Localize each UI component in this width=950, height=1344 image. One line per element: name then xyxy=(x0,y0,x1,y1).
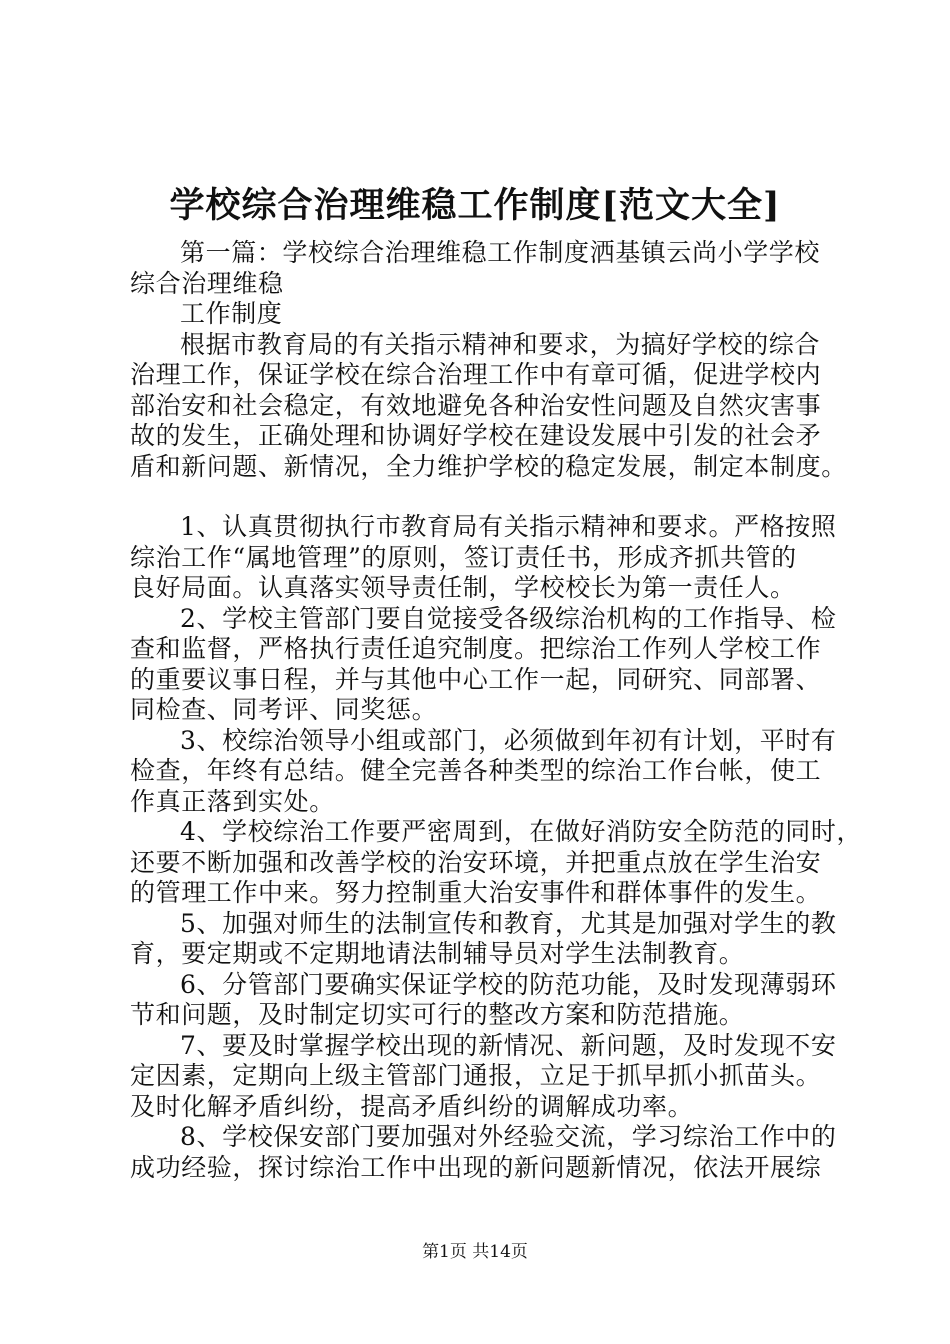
paragraph-line: 8、学校保安部门要加强对外经验交流，学习综治工作中的 xyxy=(180,1122,837,1151)
paragraph-line: 根据市教育局的有关指示精神和要求，为搞好学校的综合 xyxy=(180,329,821,359)
page-footer: 第1页 共14页 xyxy=(422,1242,528,1262)
paragraph-line: 定因素，定期向上级主管部门通报，立足于抓早抓小抓苗头。 xyxy=(130,1061,822,1090)
paragraph-line: 及时化解矛盾纠纷，提高矛盾纠纷的调解成功率。 xyxy=(130,1091,694,1121)
paragraph-line: 综治工作“属地管理”的原则，签订责任书，形成齐抓共管的 xyxy=(130,542,797,572)
paragraph-line: 7、要及时掌握学校出现的新情况、新问题，及时发现不安 xyxy=(180,1030,837,1060)
paragraph-line: 故的发生，正确处理和协调好学校在建设发展中引发的社会矛 xyxy=(130,421,822,450)
paragraph-line: 的管理工作中来。努力控制重大治安事件和群体事件的发生。 xyxy=(130,878,822,907)
paragraph-line: 4、学校综治工作要严密周到，在做好消防安全防范的同时， xyxy=(180,817,863,846)
paragraph-line: 6、分管部门要确实保证学校的防范功能，及时发现薄弱环 xyxy=(180,969,837,999)
paragraph-line: 2、学校主管部门要自觉接受各级综治机构的工作指导、检 xyxy=(180,603,837,633)
paragraph-line: 3、校综治领导小组或部门，必须做到年初有计划，平时有 xyxy=(180,725,837,755)
paragraph-line: 部治安和社会稳定，有效地避免各种治安性问题及自然灾害事 xyxy=(130,390,822,420)
paragraph-line: 1、认真贯彻执行市教育局有关指示精神和要求。严格按照 xyxy=(180,512,837,541)
paragraph-line: 作真正落到实处。 xyxy=(130,786,335,816)
paragraph-line: 第一篇：学校综合治理维稳工作制度洒基镇云尚小学学校 xyxy=(180,238,821,267)
paragraph-line: 同检查、同考评、同奖惩。 xyxy=(130,695,438,724)
paragraph-line: 还要不断加强和改善学校的治安环境，并把重点放在学生治安 xyxy=(130,847,822,877)
paragraph-line: 工作制度 xyxy=(180,299,283,328)
paragraph-line: 的重要议事日程，并与其他中心工作一起，同研究、同部署、 xyxy=(130,664,822,694)
paragraph-line: 综合治理维稳 xyxy=(130,268,284,298)
paragraph-line: 检查，年终有总结。健全完善各种类型的综治工作台帐，使工 xyxy=(130,756,822,785)
paragraph-line: 良好局面。认真落实领导责任制，学校校长为第一责任人。 xyxy=(130,573,796,602)
paragraph-line: 治理工作，保证学校在综合治理工作中有章可循，促进学校内 xyxy=(130,360,822,389)
paragraph-line: 节和问题，及时制定切实可行的整改方案和防范措施。 xyxy=(130,1000,745,1029)
paragraph-line: 查和监督，严格执行责任追究制度。把综治工作列人学校工作 xyxy=(130,634,822,663)
paragraph-line: 成功经验，探讨综治工作中出现的新问题新情况，依法开展综 xyxy=(130,1152,822,1182)
paragraph-line: 育，要定期或不定期地请法制辅导员对学生法制教育。 xyxy=(130,939,745,968)
paragraph-line: 盾和新问题、新情况，全力维护学校的稳定发展，制定本制度。 xyxy=(130,451,847,481)
paragraph-line: 5、加强对师生的法制宣传和教育，尤其是加强对学生的教 xyxy=(180,908,837,938)
document-title: 学校综合治理维稳工作制度[范文大全] xyxy=(169,185,781,226)
document-body xyxy=(130,238,863,1183)
